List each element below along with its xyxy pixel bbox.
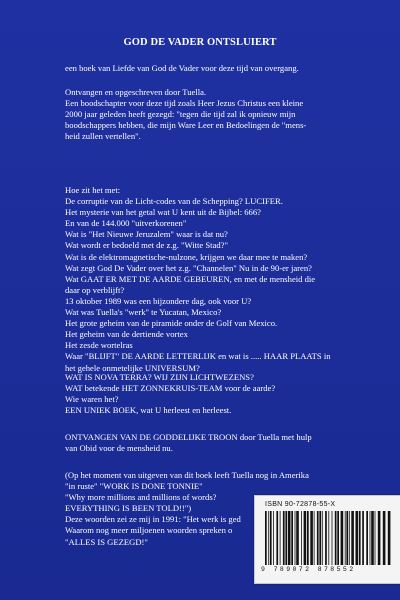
nova-terra-paragraph <box>65 372 365 416</box>
isbn-label: ISBN 90-72878-55-X <box>265 501 336 508</box>
text-line: Het zesde wortelras <box>65 340 133 351</box>
text-line: Wat wordt er bedoeld met de z.g. "Witte Stad?" <box>65 240 228 251</box>
text-line: "in ruste" "WORK IS DONE TONNIE" <box>65 481 203 492</box>
text-line: het gehele onmetelijke UNIVERSUM? <box>65 362 200 373</box>
text-line: Het geheim van de dertiende vortex <box>65 329 188 340</box>
book-title: GOD DE VADER ONTSLUIERT <box>123 37 277 48</box>
text-line: 2000 jaar geleden heeft gezegd: "tegen die tijd zal ik opnieuw mijn <box>65 109 296 120</box>
text-line: Het grote geheim van de piramide onder de Golf van Mexico. <box>65 318 278 329</box>
text-line: Een boodschapter voor deze tijd zoals Heer Jezus Christus een kleine <box>65 98 304 109</box>
text-line: Deze woorden zei ze mij in 1991: "Het werk is ged <box>65 514 241 525</box>
text-line: "ALLES IS GEZEGD!" <box>65 536 148 547</box>
barcode-sticker <box>254 495 400 584</box>
text-line: Wat was Tuella's "werk" te Yucatan, Mexico? <box>65 307 222 318</box>
text-line: Wat zegt God De Vader over het z.g. "Channelen" Nu in de 90-er jaren? <box>65 262 312 273</box>
text-line: Wat is "Het Nieuwe Jeruzalem" waar is dat nu? <box>65 229 228 240</box>
text-line: Wie waren het? <box>65 394 119 405</box>
text-line: WAT betekende HET ZONNEKRUIS-TEAM voor de aarde? <box>65 383 276 394</box>
text-line: van Obid voor de mensheid nu. <box>65 443 173 454</box>
text-line: Wat GAAT ER MET DE AARDE GEBEUREN, en met de mensheid die <box>65 273 316 284</box>
text-line: EEN UNIEK BOEK, wat U herleest en herleest. <box>65 405 232 416</box>
text-line: boodschappers hebben, die mijn Ware Leer en Bedoelingen de "mens- <box>65 120 307 131</box>
text-line: Hoe zit het met: <box>65 185 121 195</box>
text-line: Waar "BLIJFT" DE AARDE LETTERLIJK en wat is ..... HAAR PLAATS in <box>65 351 331 362</box>
divine-throne-paragraph <box>65 432 365 454</box>
text-line: ONTVANGEN VAN DE GODDELIJKE TROON door Tuella met hulp <box>65 432 312 442</box>
text-line: De corruptie van de Licht-codes van de Schepping? LUCIFER. <box>65 196 283 207</box>
text-line: EVERYTHING IS BEEN TOLD!!") <box>65 503 192 514</box>
text-line: WAT IS NOVA TERRA? WIJ ZIJN LICHTWEZENS? <box>65 372 254 382</box>
barcode-icon <box>265 511 391 565</box>
text-line: (Op het moment van uitgeven van dit boek leeft Tuella nog in Amerika <box>65 470 309 480</box>
text-line: En van de 144.000 "uitverkorenen" <box>65 218 187 229</box>
text-line: "Why more millions and millions of words? <box>65 492 217 503</box>
text-line: Wat is de elektromagnetische-nulzone, krijgen we daar mee te maken? <box>65 251 308 262</box>
text-line: daar op verblijft? <box>65 284 125 295</box>
questions-paragraph <box>65 185 365 374</box>
text-line: Waarom nog meer miljoenen woorden spreken o <box>65 525 233 536</box>
text-line: 13 oktober 1989 was een bijzondere dag, ook voor U? <box>65 295 252 306</box>
intro-line: een boek van Liefde van God de Vader voor deze tijd van overgang. <box>65 63 299 73</box>
received-paragraph <box>65 87 365 142</box>
text-line: Het mysterie van het getal wat U kent uit de Bijbel: 666? <box>65 207 261 218</box>
barcode-digits: 9 789072 878552 <box>261 566 356 573</box>
intro-paragraph <box>65 63 365 74</box>
text-line: Ontvangen en opgeschreven door Tuella. <box>65 87 207 97</box>
text-line: heid zullen vertellen". <box>65 131 141 142</box>
